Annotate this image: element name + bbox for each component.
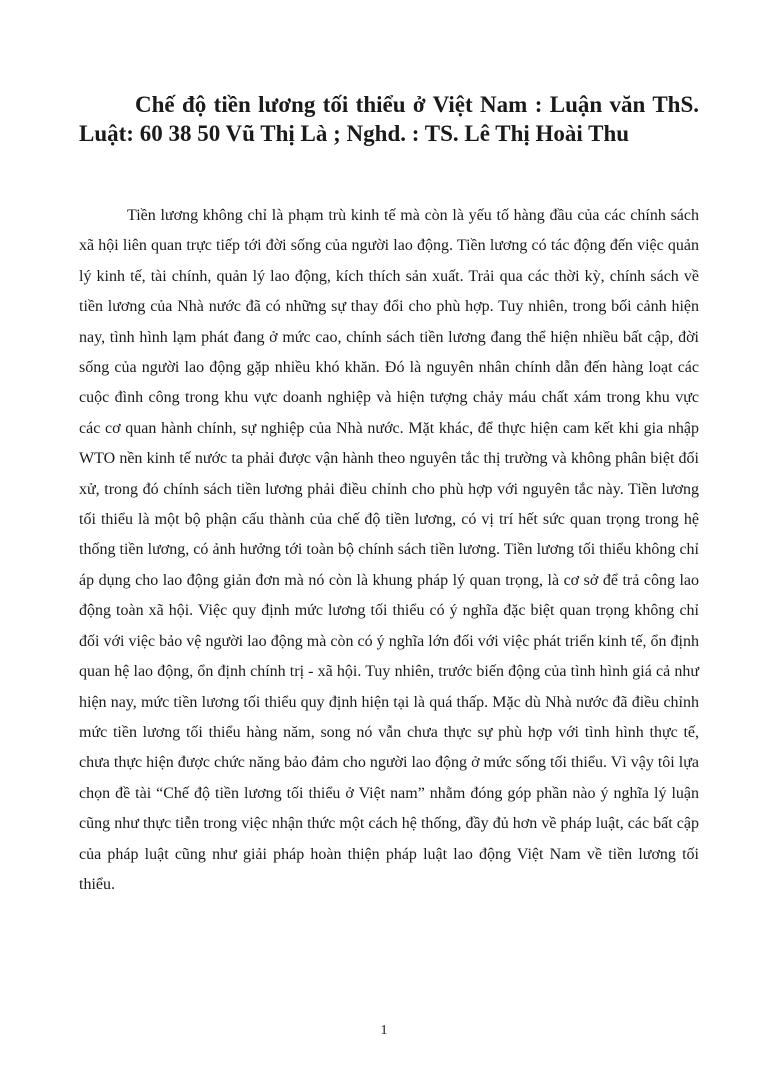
page-number: 1 [380,1023,388,1038]
document-title: Chế độ tiền lương tối thiểu ở Việt Nam : Luận văn ThS. Luật: 60 38 50 Vũ Thị Là ; Nghd. : TS. Lê Thị Hoài Thu [79,92,699,146]
abstract-paragraph: Tiền lương không chỉ là phạm trù kinh tế mà còn là yếu tố hàng đầu của các chính sách xã hội liên quan trực tiếp tới đời sống của người lao động. Tiền lương có tác động đến việc quản lý kinh tế, tài chính, quản lý lao động, kích thích sản xuất. Trải qua các thời kỳ, chính sách về tiền lương của Nhà nước đã có những sự thay đổi cho phù hợp. Tuy nhiên, trong bối cảnh hiện nay, tình hình lạm phát đang ở mức cao, chính sách tiền lương đang thể hiện nhiều bất cập, đời sống của người lao động gặp nhiều khó khăn. Đó là nguyên nhân chính dẫn đến hàng loạt các cuộc đình công trong khu vực doanh nghiệp và hiện tượng chảy máu chất xám trong khu vực các cơ quan hành chính, sự nghiệp của Nhà nước. Mặt khác, để thực hiện cam kết khi gia nhập WTO nền kinh tế nước ta phải được vận hành theo nguyên tắc thị trường và không phân biệt đối xử, trong đó chính sách tiền lương phải điều chỉnh cho phù hợp với nguyên tắc này. Tiền lương tối thiểu là một bộ phận cấu thành của chế độ tiền lương, có vị trí hết sức quan trọng trong hệ thống tiền lương, có ảnh hưởng tới toàn bộ chính sách tiền lương. Tiền lương tối thiểu không chỉ áp dụng cho lao động giản đơn mà nó còn là khung pháp lý quan trọng, là cơ sở để trả công lao động toàn xã hội. Việc quy định mức lương tối thiểu có ý nghĩa đặc biệt quan trọng không chỉ đối với việc bảo vệ người lao động mà còn có ý nghĩa lớn đối với việc phát triển kinh tế, ổn định quan hệ lao động, ổn định chính trị - xã hội. Tuy nhiên, trước biến động của tình hình giá cả như hiện nay, mức tiền lương tối thiểu quy định hiện tại là quá thấp. Mặc dù Nhà nước đã điều chỉnh mức tiền lương tối thiểu hàng năm, song nó vẫn chưa thực sự phù hợp với tình hình thực tế, chưa thực hiện được chức năng bảo đảm cho người lao động ở mức sống tối thiểu. Vì vậy tôi lựa chọn đề tài “Chế độ tiền lương tối thiểu ở Việt nam” nhằm đóng góp phần nào ý nghĩa lý luận cũng như thực tiễn trong việc nhận thức một cách hệ thống, đầy đủ hơn về pháp luật, các bất cập của pháp luật cũng như giải pháp hoàn thiện pháp luật lao động Việt Nam về tiền lương tối thiểu. [79,207,699,893]
